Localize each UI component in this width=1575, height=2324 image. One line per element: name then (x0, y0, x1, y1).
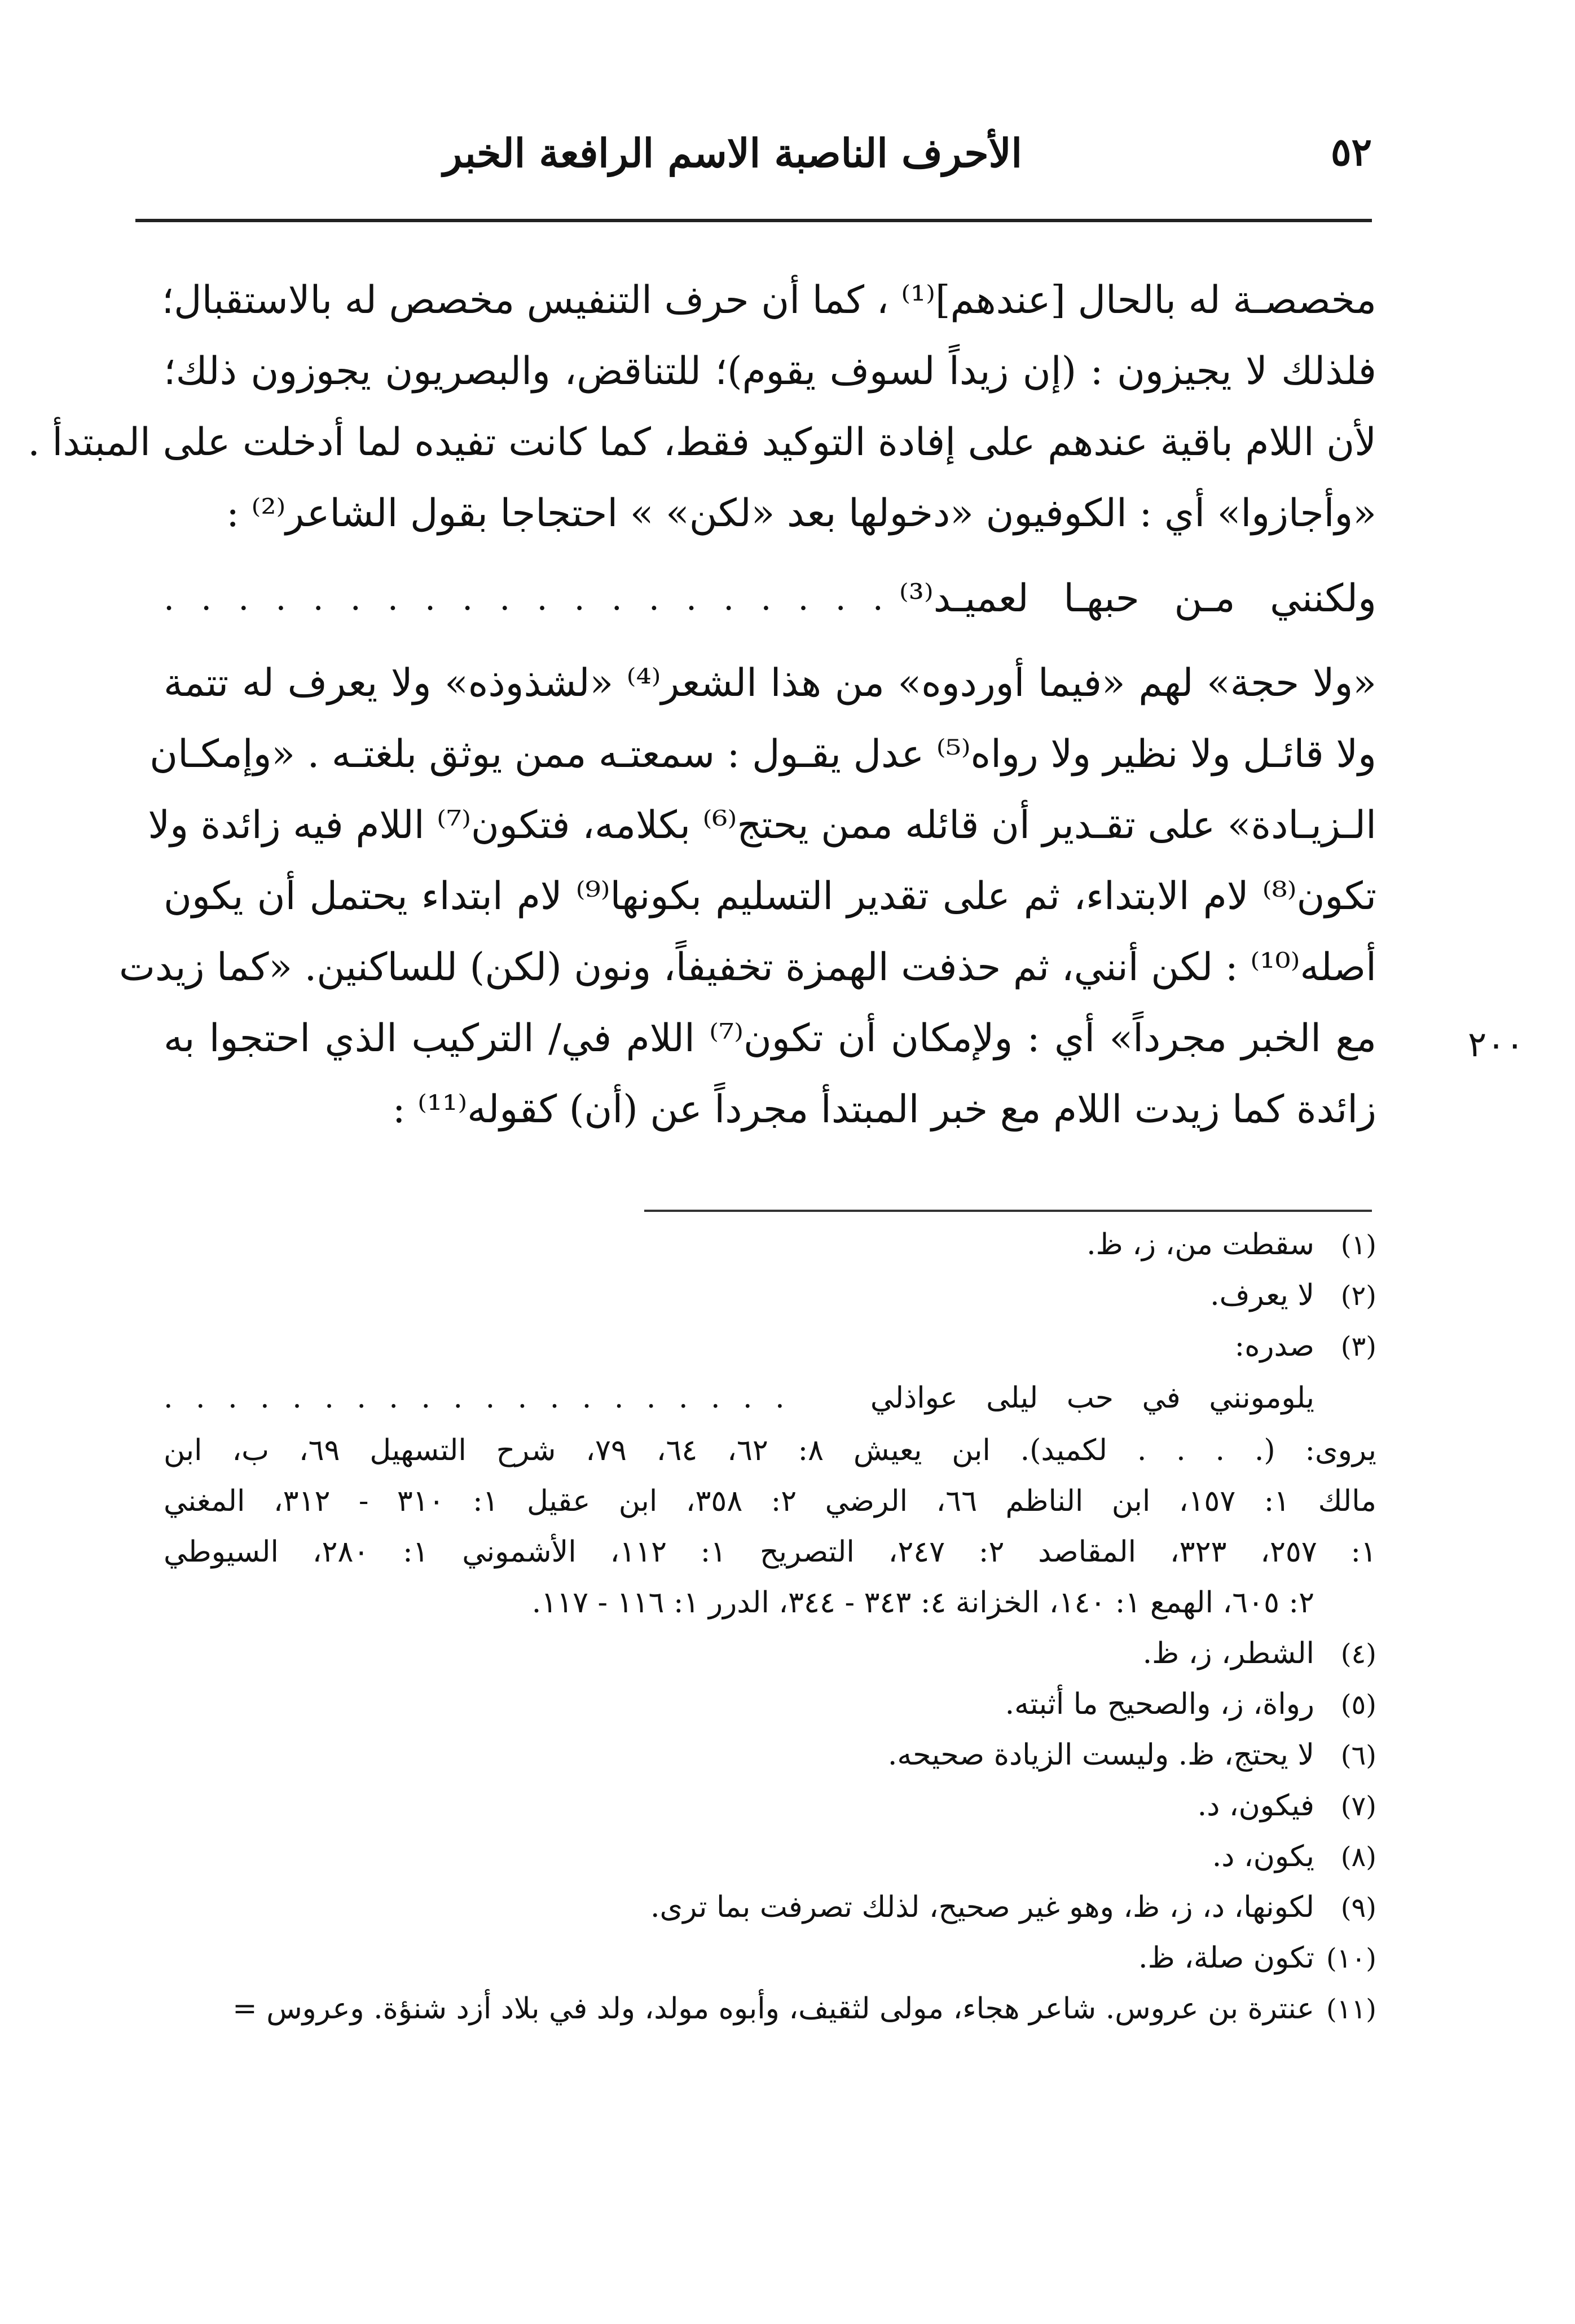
page-header (135, 107, 1372, 192)
footnote-citation-line: ٢: ٦٠٥، الهمع ١: ١٤٠، الخزانة ٤: ٣٤٣ - ٣٤٤، الدرر ١: ١١٦ - ١١٧. (531, 1586, 1314, 1620)
footnote-number: (٧) (1340, 1791, 1376, 1822)
footnote (164, 1780, 1376, 1831)
footnote-text: لكونها، د، ز، ظ، وهو غير صحيح، لذلك تصرفت بما ترى. (650, 1890, 1314, 1924)
footnote-text: الشطر، ز، ظ. (1142, 1637, 1314, 1670)
running-title: الأحرف الناصبة الاسم الرافعة الخبر (443, 130, 1022, 177)
footnote-number: (١٠) (1326, 1943, 1376, 1974)
footnote (164, 1831, 1376, 1882)
footnote-citation-line: ١: ٢٥٧، ٣٢٣، المقاصد ٢: ٢٤٧، التصريح ١: ١١٢، الأشموني ١: ٢٨٠، السيوطي (164, 1535, 1376, 1569)
footnote (164, 1219, 1376, 1270)
footnote (164, 1628, 1376, 1679)
footnote (164, 1882, 1376, 1933)
footnote-text: صدره: (1234, 1329, 1314, 1363)
text-line: مخصصـة له بالحال [عندهم]⁽¹⁾ ، كما أن حرف التنفيس مخصص له بالاستقبال؛ (161, 278, 1376, 323)
main-text (28, 265, 1376, 1145)
text-line: زائدة كما زيدت اللام مع خبر المبتدأ مجرداً عن (أن) كقوله⁽¹¹⁾ : (392, 1087, 1376, 1132)
text-line: ولا قائـل ولا نظير ولا رواه⁽⁵⁾ عدل يقـول : سمعتـه ممن يوثق بلغتـه . «وإمكـان (149, 732, 1376, 777)
text-line: الـزيـادة» على تقـدير أن قائله ممن يحتج⁽⁶⁾ بكلامه، فتكون⁽⁷⁾ اللام فيه زائدة ولا (148, 803, 1376, 848)
footnote (164, 1679, 1376, 1730)
footnote-text: سقطت من، ز، ظ. (1086, 1228, 1314, 1262)
footnote-text: تكون صلة، ظ. (1138, 1941, 1314, 1975)
header-rule (135, 219, 1372, 222)
footnote-citation-line: يروى: (. . . . لكميد). ابن يعيش ٨: ٦٢، ٦٤، ٧٩، شرح التسهيل ٦٩، ب، ابن (164, 1434, 1377, 1467)
verse-line (164, 549, 1376, 648)
footnote (164, 1270, 1376, 1321)
verse-hemistich: ولكنني مـن حبهـا لعميـد⁽³⁾ (899, 576, 1376, 621)
footnote (164, 1983, 1376, 2034)
footnote-verse-hemistich: يلومونني في حب ليلى عواذلي (870, 1381, 1314, 1415)
footnote-number: (٩) (1340, 1892, 1376, 1924)
footnote-verse-line (164, 1372, 1376, 1425)
page-number: ٥٢ (1330, 130, 1372, 175)
footnote-text: رواة، ز، والصحيح ما أثبته. (1005, 1687, 1314, 1721)
text-line: أصله⁽¹⁰⁾ : لكن أنني، ثم حذفت الهمزة تخفيفاً، ونون (لكن) للساكنين. «كما زيدت (118, 945, 1376, 990)
footnote-text: لا يعرف. (1210, 1278, 1314, 1312)
verse-ellipsis: . . . . . . . . . . . . . . . . . . . . (164, 579, 891, 618)
footnote-text: عنترة بن عروس. شاعر هجاء، مولى لثقيف، وأبوه مولد، ولد في بلاد أزد شنؤة. وعروس = (232, 1992, 1314, 2026)
footnote-number: (٥) (1340, 1689, 1376, 1721)
text-line: تكون⁽⁸⁾ لام الابتداء، ثم على تقدير التسليم بكونها⁽⁹⁾ لام ابتداء يحتمل أن يكون (164, 874, 1376, 919)
footnote (164, 1933, 1376, 1983)
footnote-text: يكون، د. (1212, 1840, 1314, 1873)
text-line: مع الخبر مجرداً» أي : ولإمكان أن تكون⁽⁷⁾ اللام في/ التركيب الذي احتجوا به (164, 1016, 1376, 1061)
footnote-number: (٢) (1340, 1280, 1376, 1312)
footnote-number: (١١) (1326, 1994, 1376, 2025)
footnote-number: (٦) (1340, 1740, 1376, 1771)
footnote-number: (٤) (1340, 1638, 1376, 1670)
footnote-text: لا يحتج، ظ. وليست الزيادة صحيحه. (887, 1738, 1314, 1772)
text-line: «ولا حجة» لهم «فيما أوردوه» من هذا الشعر⁽⁴⁾ «لشذوذه» ولا يعرف له تتمة (164, 661, 1376, 705)
margin-folio-number: ٢٠٠ (1468, 1024, 1524, 1065)
text-line: فلذلك لا يجيزون : (إن زيداً لسوف يقوم)؛ للتناقض، والبصريون يجوزون ذلك؛ (164, 349, 1376, 394)
footnote-number: (٣) (1340, 1331, 1376, 1362)
footnote-rule (644, 1210, 1372, 1212)
footnote-verse-ellipsis: . . . . . . . . . . . . . . . . . . . . (164, 1381, 791, 1415)
text-line: «وأجازوا» أي : الكوفيون «دخولها بعد «لكن» » احتجاجا بقول الشاعر⁽²⁾ : (226, 491, 1376, 536)
footnote (164, 1730, 1376, 1780)
footnotes (164, 1219, 1376, 2034)
footnote-number: (٨) (1340, 1841, 1376, 1873)
footnote-citation-line: مالك ١: ١٥٧، ابن الناظم ٦٦، الرضي ٢: ٣٥٨، ابن عقيل ١: ٣١٠ - ٣١٢، المغني (164, 1484, 1376, 1518)
footnote-number: (١) (1340, 1229, 1376, 1261)
footnote-text: فيكون، د. (1197, 1789, 1314, 1823)
footnote (164, 1321, 1376, 1372)
text-line: لأن اللام باقية عندهم على إفادة التوكيد فقط، كما كانت تفيده لما أدخلت على المبتدأ . (28, 420, 1376, 465)
